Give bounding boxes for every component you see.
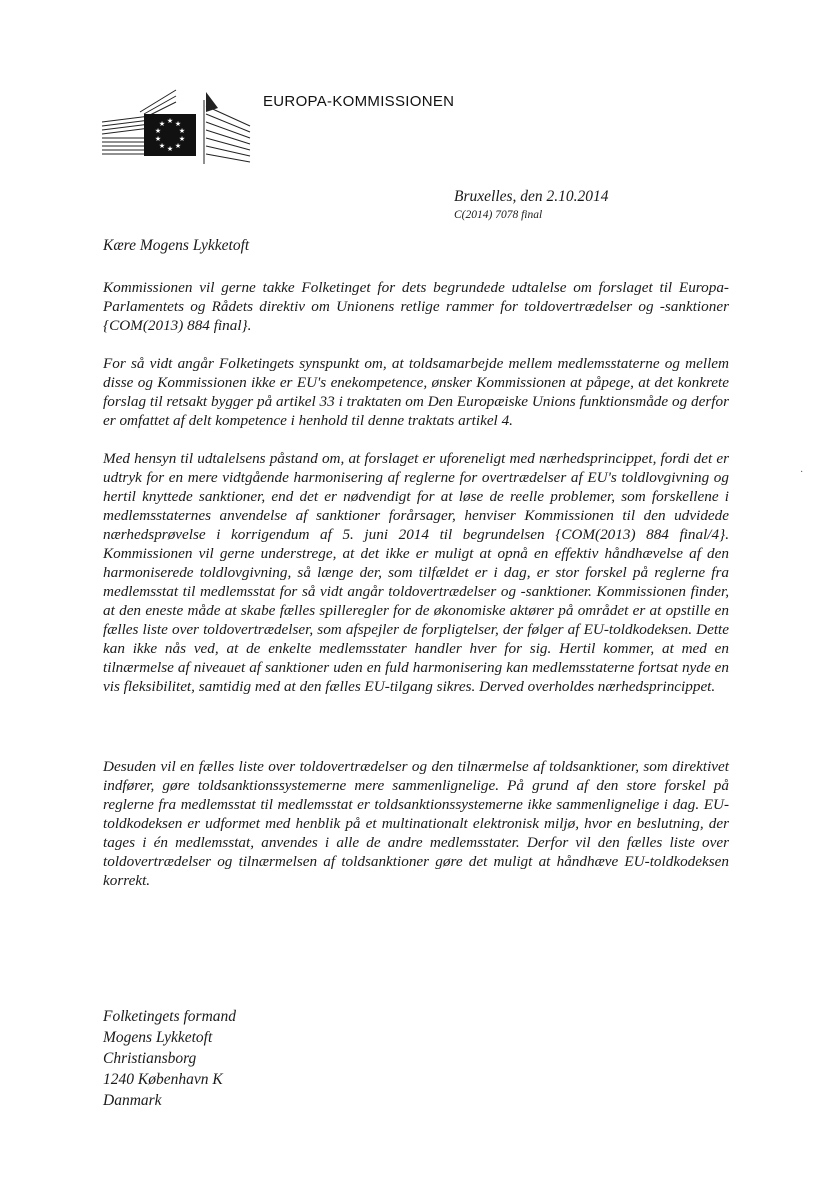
recipient-postcode-city: 1240 København K — [103, 1071, 223, 1088]
reference-number: C(2014) 7078 final — [454, 209, 543, 221]
recipient-name: Mogens Lykketoft — [103, 1029, 213, 1046]
organization-name: EUROPA-KOMMISSIONEN — [263, 93, 455, 110]
svg-text:★: ★ — [178, 135, 186, 143]
recipient-address — [103, 1006, 236, 1111]
svg-text:★: ★ — [158, 142, 166, 150]
svg-text:★: ★ — [166, 145, 174, 153]
svg-text:★: ★ — [154, 127, 162, 135]
recipient-country: Danmark — [103, 1092, 162, 1109]
place-date: Bruxelles, den 2.10.2014 — [454, 188, 609, 205]
svg-text:★: ★ — [154, 135, 162, 143]
paragraph-4: Desuden vil en fælles liste over toldovertrædelser og den tilnærmelse af toldsanktioner, som direktivet indfører, gøre toldsanktionssystemerne mere sammenlignelige. På grund af den store forskel på reglerne fra medlemsstat til medlemsstat er toldsanktionssystemerne ikke sammenlignelige i dag. EU-toldkodeksen er udformet med henblik på et multinationalt elektronisk miljø, hvor en beslutning, der tages i én medlemsstat, anvendes i alle de andre medlemsstater. Derfor vil den fælles liste over toldovertrædelser og tilnærmelsen af toldsanktioner gøre det muligt at håndhæve EU-toldkodeksen korrekt. — [103, 758, 729, 889]
salutation: Kære Mogens Lykketoft — [103, 237, 250, 254]
margin-mark: · — [800, 467, 804, 478]
svg-text:★: ★ — [174, 120, 182, 128]
ec-logo-icon — [100, 86, 256, 166]
recipient-title: Folketingets formand — [103, 1008, 237, 1025]
recipient-building: Christiansborg — [103, 1050, 197, 1067]
paragraph-2: For så vidt angår Folketingets synspunkt om, at toldsamarbejde mellem medlemsstaterne og mellem disse og Kommissionen ikke er EU's enekompetence, ønsker Kommissionen at påpege, at det konkrete forslag til retsakt bygger på artikel 33 i traktaten om Den Europæiske Unions funktionsmåde og derfor er omfattet af delt kompetence i henhold til denne traktats artikel 4. — [103, 355, 729, 429]
svg-text:★: ★ — [158, 120, 166, 128]
svg-text:★: ★ — [166, 117, 174, 125]
paragraph-1: Kommissionen vil gerne takke Folketinget for dets begrundede udtalelse om forslaget til Europa-Parlamentets og Rådets direktiv om Unionens retlige rammer for toldovertrædelser og -sanktioner {COM(2013) 884 final}. — [103, 279, 729, 334]
svg-text:★: ★ — [174, 142, 182, 150]
svg-text:★: ★ — [178, 127, 186, 135]
paragraph-3: Med hensyn til udtalelsens påstand om, at forslaget er uforeneligt med nærhedsprincippet, fordi det er udtryk for en mere vidtgående harmonisering af reglerne for overtrædelser af EU's toldlovgivning og hertil knyttede sanktioner, end det er nødvendigt for at løse de reelle problemer, som forskellene i medlemsstaternes anvendelse af sanktioner forårsager, henviser Kommissionen til den udvidede nærhedsprøvelse i korrigendum af 5. juni 2014 til begrundelsen {COM(2013) 884 final/4}. Kommissionen vil gerne understrege, at det ikke er muligt at opnå en effektiv håndhævelse af den harmoniserede toldlovgivning, så længe der, som tilfældet er i dag, er stor forskel på reglerne fra medlemsstat til medlemsstat for så vidt angår toldovertrædelser og -sanktioner. Kommissionen finder, at den eneste måde at skabe fælles spilleregler for de økonomiske aktører på området er at opstille en fælles liste over toldovertrædelser, som afspejler de forpligtelser, der følger af EU-toldkodeksen. Dette kan ikke nås ved, at de enkelte medlemsstater handler hver for sig. Hertil kommer, at med en tilnærmelse af niveauet af sanktioner uden en fuld harmonisering kan medlemsstaterne fortsat nyde en vis fleksibilitet, samtidig med at den fælles EU-tilgang sikres. Derved overholdes nærhedsprincippet. — [103, 450, 729, 695]
